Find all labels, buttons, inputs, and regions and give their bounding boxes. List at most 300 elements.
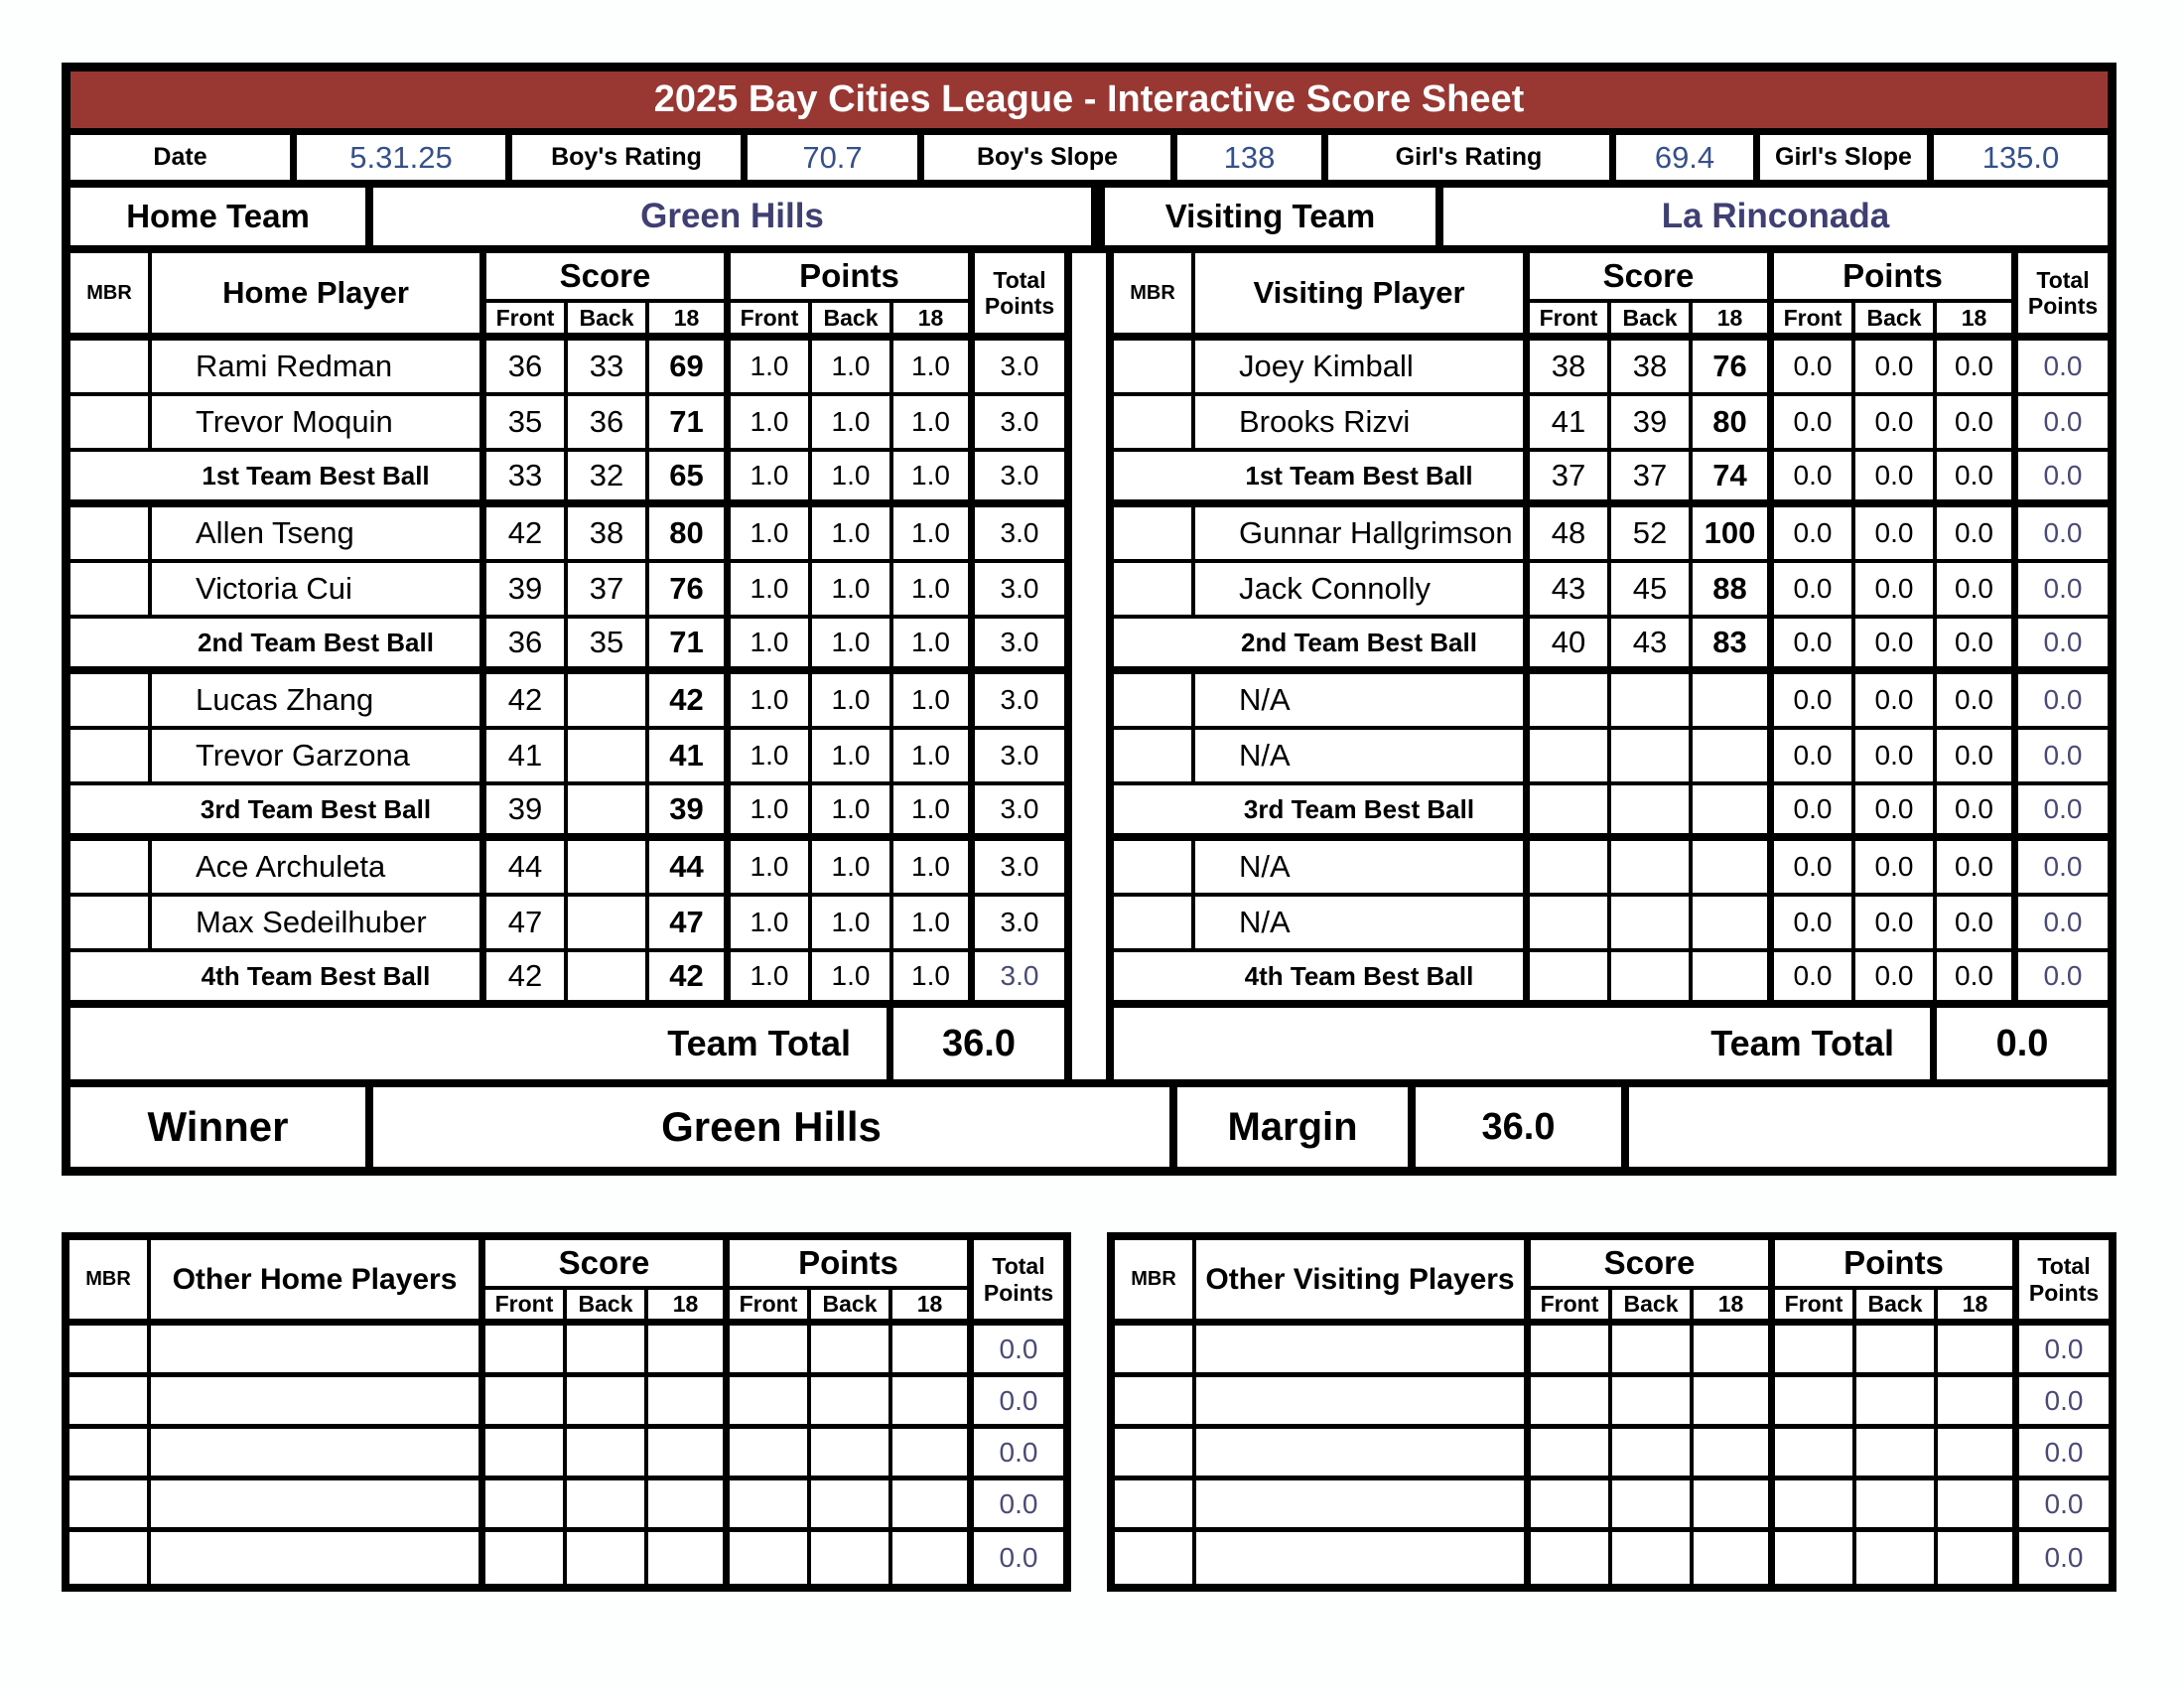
score-back-cell[interactable] bbox=[1612, 1377, 1694, 1424]
score-front-cell[interactable] bbox=[1530, 841, 1611, 893]
score-18-cell: 65 bbox=[649, 452, 731, 499]
points-18-column-header: 18 bbox=[893, 303, 975, 333]
player-name-cell[interactable]: N/A bbox=[1195, 674, 1530, 726]
points-front-column-header: Front bbox=[1775, 1290, 1856, 1319]
score-18-cell bbox=[648, 1377, 730, 1424]
score-front-cell[interactable] bbox=[1530, 674, 1611, 726]
score-front-cell[interactable] bbox=[485, 1480, 567, 1527]
home-player-column-header: Home Player bbox=[152, 253, 486, 333]
home-player-row bbox=[70, 452, 1064, 507]
score-front-cell[interactable]: 35 bbox=[486, 396, 568, 448]
points-front-cell: 0.0 bbox=[1774, 841, 1855, 893]
points-front-cell: 1.0 bbox=[731, 952, 812, 1000]
score-front-cell[interactable] bbox=[1531, 1532, 1612, 1584]
score-front-cell[interactable] bbox=[1530, 897, 1611, 948]
points-back-cell: 0.0 bbox=[1855, 952, 1937, 1000]
result-empty-cell bbox=[1629, 1087, 2108, 1167]
score-18-cell bbox=[648, 1532, 730, 1584]
score-front-cell[interactable] bbox=[1531, 1429, 1612, 1476]
points-18-cell bbox=[1938, 1377, 2019, 1424]
girls-slope-value[interactable]: 135.0 bbox=[1934, 135, 2108, 180]
points-18-column-header: 18 bbox=[1938, 1290, 2019, 1319]
other-home-table-header bbox=[69, 1240, 1063, 1326]
points-back-cell: 0.0 bbox=[1855, 841, 1937, 893]
score-back-cell[interactable] bbox=[567, 1326, 648, 1372]
points-front-cell bbox=[1775, 1532, 1856, 1584]
home-player-row bbox=[70, 619, 1064, 674]
other-visiting-player-row bbox=[1115, 1429, 2109, 1480]
points-18-cell: 1.0 bbox=[893, 563, 975, 615]
total-points-cell: 0.0 bbox=[2044, 1384, 2084, 1416]
girls-rating-label: Girl's Rating bbox=[1328, 135, 1616, 180]
visiting-player-row bbox=[1114, 730, 2108, 785]
points-front-cell: 1.0 bbox=[731, 563, 812, 615]
home-team-total-value: 36.0 bbox=[942, 1022, 1016, 1064]
total-points-cell: 3.0 bbox=[1000, 517, 1039, 548]
total-points-cell: 0.0 bbox=[999, 1487, 1038, 1519]
player-name-cell[interactable]: 3rd Team Best Ball bbox=[152, 785, 486, 833]
points-front-cell bbox=[730, 1429, 811, 1476]
score-back-cell[interactable]: 37 bbox=[568, 563, 649, 615]
score-back-cell[interactable] bbox=[1611, 730, 1693, 781]
mbr-cell[interactable] bbox=[70, 952, 152, 1000]
points-back-cell: 0.0 bbox=[1855, 507, 1937, 559]
mbr-cell[interactable] bbox=[70, 452, 152, 499]
player-name-cell[interactable] bbox=[1196, 1532, 1531, 1584]
score-front-cell[interactable] bbox=[1531, 1480, 1612, 1527]
visiting-team-name[interactable]: La Rinconada bbox=[1661, 197, 1890, 235]
score-front-cell[interactable]: 36 bbox=[486, 619, 568, 666]
score-front-cell[interactable]: 42 bbox=[486, 952, 568, 1000]
score-back-cell[interactable] bbox=[1612, 1326, 1694, 1372]
points-back-column-header: Back bbox=[1855, 303, 1937, 333]
points-18-cell: 0.0 bbox=[1937, 341, 2018, 392]
score-back-cell[interactable] bbox=[1611, 785, 1693, 833]
points-back-cell bbox=[1856, 1377, 1938, 1424]
mbr-cell[interactable] bbox=[69, 1326, 151, 1372]
total-points-cell: 0.0 bbox=[2043, 960, 2083, 991]
score-group-header: Score bbox=[1530, 253, 1774, 303]
home-player-row bbox=[70, 841, 1064, 897]
home-player-row bbox=[70, 674, 1064, 730]
player-name-cell[interactable]: 3rd Team Best Ball bbox=[1195, 785, 1530, 833]
points-back-cell: 0.0 bbox=[1855, 730, 1937, 781]
points-18-column-header: 18 bbox=[892, 1290, 974, 1319]
player-name-cell[interactable]: Trevor Garzona bbox=[152, 730, 486, 781]
player-name-cell[interactable]: Joey Kimball bbox=[1195, 341, 1530, 392]
score-18-cell bbox=[1693, 952, 1774, 1000]
mbr-cell[interactable] bbox=[1115, 1480, 1196, 1527]
other-visiting-players-table bbox=[1107, 1232, 2116, 1592]
score-front-column-header: Front bbox=[1531, 1290, 1612, 1319]
score-front-cell[interactable] bbox=[485, 1326, 567, 1372]
points-18-cell: 1.0 bbox=[893, 452, 975, 499]
points-18-cell: 1.0 bbox=[893, 674, 975, 726]
other-visiting-players-column-header: Other Visiting Players bbox=[1196, 1240, 1531, 1319]
score-front-cell[interactable]: 42 bbox=[486, 507, 568, 559]
score-back-cell[interactable]: 43 bbox=[1611, 619, 1693, 666]
other-visiting-player-row bbox=[1115, 1326, 2109, 1377]
points-18-cell: 0.0 bbox=[1937, 897, 2018, 948]
score-18-cell: 74 bbox=[1693, 452, 1774, 499]
boys-rating-value[interactable]: 70.7 bbox=[748, 135, 924, 180]
points-back-cell bbox=[811, 1377, 892, 1424]
home-player-row bbox=[70, 507, 1064, 563]
points-front-cell: 0.0 bbox=[1774, 452, 1855, 499]
points-back-cell: 0.0 bbox=[1855, 674, 1937, 726]
score-back-cell[interactable] bbox=[568, 897, 649, 948]
home-score-table bbox=[70, 253, 1064, 1079]
player-name-cell[interactable]: Ace Archuleta bbox=[152, 841, 486, 893]
score-back-cell[interactable]: 37 bbox=[1611, 452, 1693, 499]
points-18-cell: 0.0 bbox=[1937, 619, 2018, 666]
boys-slope-value[interactable]: 138 bbox=[1177, 135, 1328, 180]
score-back-cell[interactable] bbox=[1611, 897, 1693, 948]
player-name-cell[interactable]: Max Sedeilhuber bbox=[152, 897, 486, 948]
points-18-cell bbox=[892, 1429, 974, 1476]
girls-rating-value[interactable]: 69.4 bbox=[1616, 135, 1760, 180]
points-front-cell: 0.0 bbox=[1774, 674, 1855, 726]
mbr-cell[interactable] bbox=[1115, 1532, 1196, 1584]
player-name-cell[interactable]: 2nd Team Best Ball bbox=[152, 619, 486, 666]
score-front-cell[interactable] bbox=[1530, 785, 1611, 833]
info-header-row bbox=[70, 135, 2108, 188]
player-name-cell[interactable]: Brooks Rizvi bbox=[1195, 396, 1530, 448]
score-18-cell: 41 bbox=[649, 730, 731, 781]
points-front-cell: 1.0 bbox=[731, 341, 812, 392]
score-front-cell[interactable]: 44 bbox=[486, 841, 568, 893]
other-home-player-row bbox=[69, 1532, 1063, 1584]
points-18-cell: 1.0 bbox=[893, 785, 975, 833]
score-back-cell[interactable] bbox=[1611, 952, 1693, 1000]
score-front-cell[interactable] bbox=[1531, 1377, 1612, 1424]
score-front-cell[interactable] bbox=[485, 1377, 567, 1424]
points-18-cell: 0.0 bbox=[1937, 563, 2018, 615]
score-front-cell[interactable] bbox=[1530, 730, 1611, 781]
mbr-cell[interactable] bbox=[1114, 452, 1195, 499]
points-front-cell: 0.0 bbox=[1774, 730, 1855, 781]
score-18-cell bbox=[1694, 1480, 1775, 1527]
total-points-cell: 3.0 bbox=[1000, 406, 1039, 437]
points-back-cell: 1.0 bbox=[812, 785, 893, 833]
score-back-cell[interactable] bbox=[567, 1429, 648, 1476]
points-group-header: Points bbox=[730, 1240, 974, 1290]
mbr-cell[interactable] bbox=[1114, 730, 1195, 781]
points-front-cell: 1.0 bbox=[731, 396, 812, 448]
player-name-cell[interactable]: N/A bbox=[1195, 841, 1530, 893]
score-18-cell: 76 bbox=[1693, 341, 1774, 392]
total-points-cell: 3.0 bbox=[1000, 740, 1039, 771]
mbr-cell[interactable] bbox=[69, 1429, 151, 1476]
player-name-cell[interactable] bbox=[1196, 1377, 1531, 1424]
score-back-cell[interactable]: 45 bbox=[1611, 563, 1693, 615]
score-sheet bbox=[62, 63, 2116, 1176]
mbr-cell[interactable] bbox=[69, 1377, 151, 1424]
points-front-column-header: Front bbox=[730, 1290, 811, 1319]
points-18-cell bbox=[1938, 1480, 2019, 1527]
score-front-cell[interactable]: 40 bbox=[1530, 619, 1611, 666]
points-back-cell bbox=[1856, 1326, 1938, 1372]
score-back-cell[interactable] bbox=[1612, 1532, 1694, 1584]
points-back-cell: 1.0 bbox=[812, 452, 893, 499]
score-front-cell[interactable]: 47 bbox=[486, 897, 568, 948]
other-home-players-column-header: Other Home Players bbox=[151, 1240, 485, 1319]
boys-slope-label: Boy's Slope bbox=[924, 135, 1177, 180]
score-back-cell[interactable]: 33 bbox=[568, 341, 649, 392]
score-front-cell[interactable]: 43 bbox=[1530, 563, 1611, 615]
score-front-column-header: Front bbox=[485, 1290, 567, 1319]
mbr-cell[interactable] bbox=[69, 1532, 151, 1584]
score-front-cell[interactable]: 39 bbox=[486, 563, 568, 615]
home-team-total-label: Team Total bbox=[70, 1008, 893, 1079]
points-group-header: Points bbox=[1774, 253, 2018, 303]
total-points-cell: 3.0 bbox=[1000, 960, 1039, 991]
other-visiting-table-header bbox=[1115, 1240, 2109, 1326]
player-name-cell[interactable]: Gunnar Hallgrimson bbox=[1195, 507, 1530, 559]
player-name-cell[interactable] bbox=[151, 1532, 485, 1584]
score-back-cell[interactable] bbox=[1612, 1429, 1694, 1476]
mbr-cell[interactable] bbox=[70, 507, 152, 559]
mbr-cell[interactable] bbox=[1114, 619, 1195, 666]
score-back-cell[interactable]: 38 bbox=[568, 507, 649, 559]
total-points-cell: 0.0 bbox=[999, 1333, 1038, 1364]
points-18-cell bbox=[1938, 1326, 2019, 1372]
points-18-cell bbox=[892, 1532, 974, 1584]
points-back-cell: 0.0 bbox=[1855, 897, 1937, 948]
visiting-player-row bbox=[1114, 674, 2108, 730]
points-front-cell: 1.0 bbox=[731, 785, 812, 833]
score-front-column-header: Front bbox=[486, 303, 568, 333]
visiting-player-row bbox=[1114, 452, 2108, 507]
points-front-cell: 1.0 bbox=[731, 619, 812, 666]
player-name-cell[interactable] bbox=[1196, 1480, 1531, 1527]
total-points-cell: 3.0 bbox=[1000, 351, 1039, 381]
date-label: Date bbox=[70, 135, 297, 180]
points-back-column-header: Back bbox=[812, 303, 893, 333]
points-back-cell: 0.0 bbox=[1855, 341, 1937, 392]
points-back-cell: 1.0 bbox=[812, 507, 893, 559]
mbr-cell[interactable] bbox=[70, 674, 152, 726]
player-name-cell[interactable]: Allen Tseng bbox=[152, 507, 486, 559]
player-name-cell[interactable]: Victoria Cui bbox=[152, 563, 486, 615]
score-back-cell[interactable] bbox=[567, 1377, 648, 1424]
mbr-cell[interactable] bbox=[70, 897, 152, 948]
points-18-cell: 0.0 bbox=[1937, 396, 2018, 448]
mbr-cell[interactable] bbox=[1114, 952, 1195, 1000]
points-back-cell bbox=[811, 1326, 892, 1372]
score-back-cell[interactable] bbox=[567, 1480, 648, 1527]
points-back-cell: 1.0 bbox=[812, 563, 893, 615]
points-18-cell: 1.0 bbox=[893, 730, 975, 781]
score-back-cell[interactable] bbox=[568, 952, 649, 1000]
score-back-cell[interactable] bbox=[568, 785, 649, 833]
mbr-cell[interactable] bbox=[70, 785, 152, 833]
score-back-cell[interactable]: 38 bbox=[1611, 341, 1693, 392]
player-name-cell[interactable] bbox=[151, 1326, 485, 1372]
total-points-cell: 0.0 bbox=[2043, 793, 2083, 824]
total-points-cell: 0.0 bbox=[2043, 460, 2083, 491]
score-back-cell[interactable]: 35 bbox=[568, 619, 649, 666]
player-name-cell[interactable] bbox=[151, 1480, 485, 1527]
mbr-cell[interactable] bbox=[1114, 563, 1195, 615]
score-back-cell[interactable]: 36 bbox=[568, 396, 649, 448]
score-back-cell[interactable] bbox=[1612, 1480, 1694, 1527]
home-player-row bbox=[70, 952, 1064, 1008]
mbr-cell[interactable] bbox=[70, 563, 152, 615]
points-18-cell: 0.0 bbox=[1937, 674, 2018, 726]
score-front-cell[interactable] bbox=[485, 1429, 567, 1476]
player-name-cell[interactable]: N/A bbox=[1195, 897, 1530, 948]
date-value[interactable]: 5.31.25 bbox=[297, 135, 512, 180]
mbr-cell[interactable] bbox=[70, 841, 152, 893]
score-back-cell[interactable]: 39 bbox=[1611, 396, 1693, 448]
mbr-cell[interactable] bbox=[1114, 841, 1195, 893]
mbr-cell[interactable] bbox=[1115, 1377, 1196, 1424]
score-front-cell[interactable]: 33 bbox=[486, 452, 568, 499]
player-name-cell[interactable] bbox=[1196, 1326, 1531, 1372]
score-back-cell[interactable] bbox=[568, 841, 649, 893]
mbr-cell[interactable] bbox=[1114, 897, 1195, 948]
player-name-cell[interactable] bbox=[151, 1429, 485, 1476]
player-name-cell[interactable] bbox=[151, 1377, 485, 1424]
points-18-cell bbox=[892, 1377, 974, 1424]
score-18-cell bbox=[1693, 730, 1774, 781]
score-front-cell[interactable]: 41 bbox=[486, 730, 568, 781]
mbr-cell[interactable] bbox=[1114, 674, 1195, 726]
points-back-cell bbox=[1856, 1429, 1938, 1476]
score-18-cell: 100 bbox=[1693, 507, 1774, 559]
mbr-cell[interactable] bbox=[1115, 1326, 1196, 1372]
score-18-cell bbox=[1694, 1377, 1775, 1424]
score-front-cell[interactable] bbox=[1531, 1326, 1612, 1372]
score-18-cell bbox=[1694, 1326, 1775, 1372]
home-player-row bbox=[70, 897, 1064, 952]
points-18-cell: 1.0 bbox=[893, 341, 975, 392]
points-front-cell bbox=[730, 1326, 811, 1372]
player-name-cell[interactable]: 4th Team Best Ball bbox=[152, 952, 486, 1000]
score-front-cell[interactable] bbox=[1530, 952, 1611, 1000]
score-front-cell[interactable]: 41 bbox=[1530, 396, 1611, 448]
points-18-cell: 1.0 bbox=[893, 897, 975, 948]
total-points-cell: 3.0 bbox=[1000, 573, 1039, 604]
points-back-cell: 1.0 bbox=[812, 674, 893, 726]
score-front-cell[interactable]: 36 bbox=[486, 341, 568, 392]
player-name-cell[interactable]: Rami Redman bbox=[152, 341, 486, 392]
points-back-cell: 1.0 bbox=[812, 730, 893, 781]
score-front-cell[interactable] bbox=[485, 1532, 567, 1584]
score-front-cell[interactable]: 48 bbox=[1530, 507, 1611, 559]
score-18-cell: 71 bbox=[649, 396, 731, 448]
points-front-cell: 0.0 bbox=[1774, 507, 1855, 559]
table-gap bbox=[1064, 253, 1114, 1079]
mbr-cell[interactable] bbox=[1114, 507, 1195, 559]
points-18-column-header: 18 bbox=[1937, 303, 2018, 333]
total-points-cell: 3.0 bbox=[1000, 460, 1039, 491]
points-front-cell: 1.0 bbox=[731, 730, 812, 781]
points-back-cell: 1.0 bbox=[812, 619, 893, 666]
player-name-cell[interactable]: N/A bbox=[1195, 730, 1530, 781]
points-front-cell: 0.0 bbox=[1774, 563, 1855, 615]
total-points-cell: 0.0 bbox=[2044, 1333, 2084, 1364]
score-back-cell[interactable] bbox=[568, 730, 649, 781]
score-back-cell[interactable] bbox=[567, 1532, 648, 1584]
other-home-player-row bbox=[69, 1326, 1063, 1377]
mbr-cell[interactable] bbox=[69, 1480, 151, 1527]
player-name-cell[interactable]: 2nd Team Best Ball bbox=[1195, 619, 1530, 666]
score-back-cell[interactable] bbox=[568, 674, 649, 726]
player-name-cell[interactable]: 1st Team Best Ball bbox=[1195, 452, 1530, 499]
total-points-cell: 0.0 bbox=[2043, 627, 2083, 657]
total-points-cell: 0.0 bbox=[2044, 1487, 2084, 1519]
mbr-column-header: MBR bbox=[1114, 253, 1195, 333]
total-points-cell: 0.0 bbox=[2043, 351, 2083, 381]
winner-value: Green Hills bbox=[373, 1087, 1177, 1167]
total-points-cell: 0.0 bbox=[2043, 851, 2083, 882]
team-row bbox=[70, 188, 2108, 253]
score-18-column-header: 18 bbox=[649, 303, 731, 333]
player-name-cell[interactable]: 4th Team Best Ball bbox=[1195, 952, 1530, 1000]
score-front-cell[interactable]: 39 bbox=[486, 785, 568, 833]
score-back-cell[interactable]: 32 bbox=[568, 452, 649, 499]
margin-value: 36.0 bbox=[1416, 1087, 1629, 1167]
home-team-name[interactable]: Green Hills bbox=[640, 197, 824, 235]
score-18-cell: 83 bbox=[1693, 619, 1774, 666]
player-name-cell[interactable] bbox=[1196, 1429, 1531, 1476]
score-front-cell[interactable]: 38 bbox=[1530, 341, 1611, 392]
total-points-cell: 3.0 bbox=[1000, 627, 1039, 657]
points-back-cell: 1.0 bbox=[812, 841, 893, 893]
points-back-cell: 1.0 bbox=[812, 341, 893, 392]
score-back-column-header: Back bbox=[567, 1290, 648, 1319]
score-back-cell[interactable] bbox=[1611, 841, 1693, 893]
visiting-player-row bbox=[1114, 841, 2108, 897]
mbr-cell[interactable] bbox=[70, 396, 152, 448]
score-front-cell[interactable]: 42 bbox=[486, 674, 568, 726]
visiting-player-row bbox=[1114, 952, 2108, 1008]
mbr-cell[interactable] bbox=[1114, 341, 1195, 392]
score-front-cell[interactable]: 37 bbox=[1530, 452, 1611, 499]
mbr-cell[interactable] bbox=[70, 619, 152, 666]
score-back-cell[interactable] bbox=[1611, 674, 1693, 726]
points-back-cell: 0.0 bbox=[1855, 785, 1937, 833]
mbr-cell[interactable] bbox=[1114, 396, 1195, 448]
score-back-column-header: Back bbox=[1611, 303, 1693, 333]
player-name-cell[interactable]: Trevor Moquin bbox=[152, 396, 486, 448]
other-visiting-player-row bbox=[1115, 1377, 2109, 1429]
total-points-cell: 3.0 bbox=[1000, 851, 1039, 882]
score-18-cell bbox=[648, 1326, 730, 1372]
mbr-cell[interactable] bbox=[1115, 1429, 1196, 1476]
home-player-row bbox=[70, 730, 1064, 785]
points-front-cell: 0.0 bbox=[1774, 396, 1855, 448]
player-name-cell[interactable]: 1st Team Best Ball bbox=[152, 452, 486, 499]
points-18-cell bbox=[892, 1480, 974, 1527]
points-front-cell bbox=[730, 1377, 811, 1424]
other-home-player-row bbox=[69, 1480, 1063, 1532]
winner-label: Winner bbox=[70, 1087, 373, 1167]
points-front-cell: 1.0 bbox=[731, 674, 812, 726]
mbr-cell[interactable] bbox=[70, 341, 152, 392]
points-back-cell: 0.0 bbox=[1855, 619, 1937, 666]
score-back-cell[interactable]: 52 bbox=[1611, 507, 1693, 559]
points-front-cell bbox=[730, 1480, 811, 1527]
mbr-cell[interactable] bbox=[70, 730, 152, 781]
total-points-cell: 0.0 bbox=[2044, 1542, 2084, 1573]
player-name-cell[interactable]: Lucas Zhang bbox=[152, 674, 486, 726]
player-name-cell[interactable]: Jack Connolly bbox=[1195, 563, 1530, 615]
mbr-cell[interactable] bbox=[1114, 785, 1195, 833]
score-18-cell: 44 bbox=[649, 841, 731, 893]
